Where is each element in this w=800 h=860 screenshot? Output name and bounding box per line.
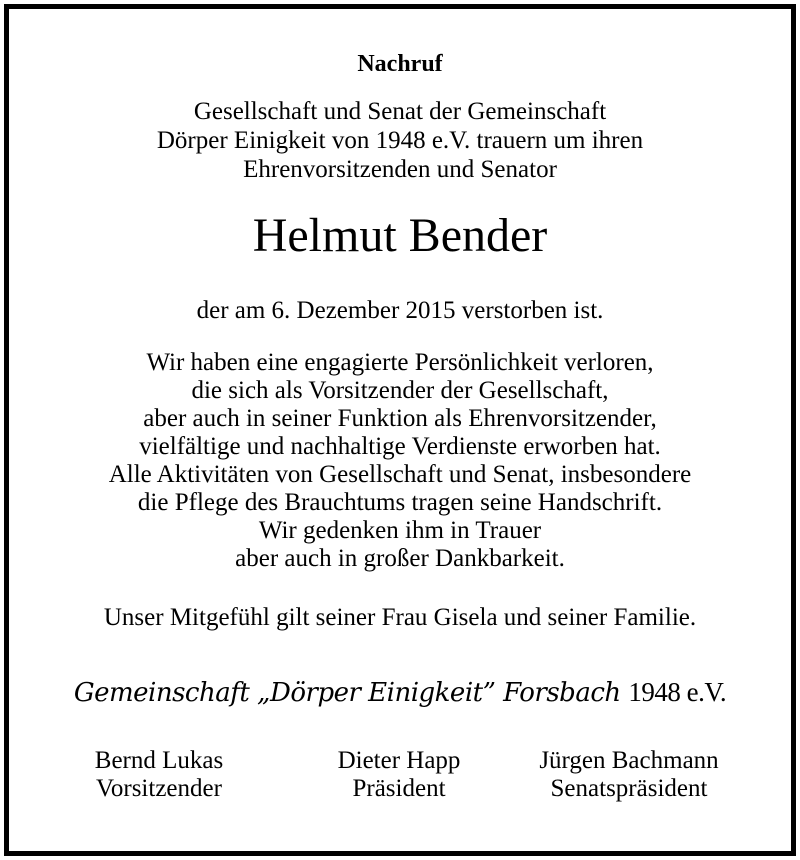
obituary-notice [4, 4, 796, 856]
death-line: der am 6. Dezember 2015 verstorben ist. [196, 297, 604, 324]
tribute-line-7: Wir gedenken ihm in Trauer [258, 517, 542, 544]
intro-line-2: Dörper Einigkeit von 1948 e.V. trauern um ihren [156, 127, 644, 154]
organization-name: Gemeinschaft „Dörper Einigkeit” Forsbach [73, 678, 621, 708]
tribute-line-6: die Pflege des Brauchtums tragen seine Handschrift. [137, 489, 663, 516]
signatory-role: Senatspräsident [550, 775, 708, 802]
signatory-3 [509, 747, 749, 803]
notice-heading: Nachruf [357, 51, 443, 77]
signatory-role: Vorsitzender [96, 775, 222, 802]
intro-line-1: Gesellschaft und Senat der Gemeinschaft [193, 98, 607, 125]
organization-line [9, 677, 791, 708]
intro-line-3: Ehrenvorsitzenden und Senator [243, 156, 557, 183]
signatory-name: Dieter Happ [337, 747, 461, 774]
tribute-line-4: vielfältige und nachhaltige Verdienste erworben hat. [139, 433, 661, 460]
tribute-line-8: aber auch in großer Dankbarkeit. [235, 545, 565, 572]
tribute-line-5: Alle Aktivitäten von Gesellschaft und Senat, insbesondere [108, 461, 692, 488]
tribute-line-3: aber auch in seiner Funktion als Ehrenvorsitzender, [143, 405, 657, 432]
signatory-2 [284, 747, 514, 803]
signatory-role: Präsident [352, 775, 446, 802]
signatory-name: Bernd Lukas [94, 747, 224, 774]
signatory-name: Jürgen Bachmann [539, 747, 719, 774]
tribute-line-2: die sich als Vorsitzender der Gesellschaft, [191, 377, 609, 404]
tribute-line-1: Wir haben eine engagierte Persönlichkeit verloren, [146, 349, 654, 376]
condolence-line: Unser Mitgefühl gilt seiner Frau Gisela und seiner Familie. [103, 604, 697, 631]
deceased-name: Helmut Bender [252, 209, 548, 262]
signatory-1 [54, 747, 264, 803]
organization-year: 1948 e.V. [628, 677, 727, 707]
